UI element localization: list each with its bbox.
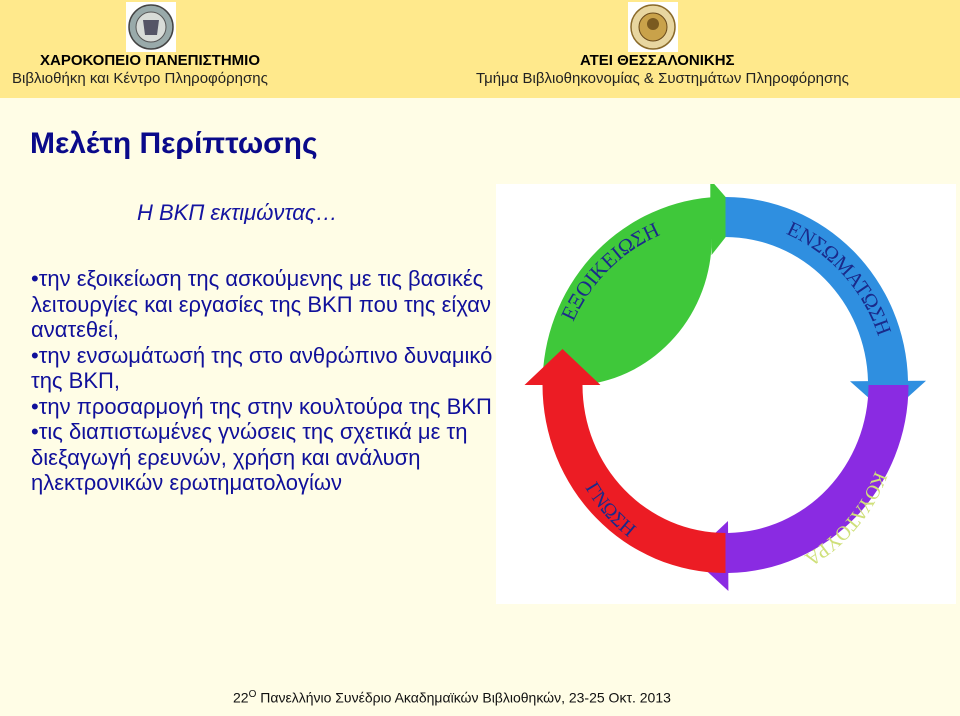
bullet-text: τις διαπιστωμένες γνώσεις της σχετικά με τη διεξαγωγή ερευνών, χρήση και ανάλυση ηλεκτρονικών ερωτηματολογίων (31, 419, 468, 495)
cycle-label: ΕΞΟΙΚΕΙΩΣΗ (556, 217, 664, 325)
cycle-diagram (496, 184, 956, 604)
bullet-item (31, 343, 501, 394)
slide-title: Μελέτη Περίπτωσης (30, 127, 318, 160)
cycle-diagram-svg (496, 184, 956, 604)
left-institution: ΧΑΡΟΚΟΠΕΙΟ ΠΑΝΕΠΙΣΤΗΜΙΟ (40, 52, 260, 69)
bullet-item (31, 266, 501, 343)
bullet-marker: • (31, 266, 39, 291)
bullet-text: την ενσωμάτωσή της στο ανθρώπινο δυναμικό της ΒΚΠ, (31, 342, 493, 393)
footer (233, 689, 671, 706)
bullet-text: την προσαρμογή της στην κουλτούρα της ΒΚΠ (38, 393, 492, 419)
footer-number: 22 (233, 689, 249, 706)
bullet-marker: • (31, 342, 39, 368)
bullet-item (31, 419, 501, 496)
header-banner (0, 0, 960, 98)
footer-text: Πανελλήνιο Συνέδριο Ακαδημαϊκών Βιβλιοθηκών, 23-25 Οκτ. 2013 (260, 689, 671, 706)
cycle-label: ΓΝΩΣΗ (580, 478, 640, 542)
cycle-arrow-blue (726, 197, 927, 415)
bullet-item (31, 394, 501, 420)
left-department: Βιβλιοθήκη και Κέντρο Πληροφόρησης (12, 70, 268, 87)
cycle-label: ΚΟΥΛΤΟΥΡΑ (800, 468, 892, 571)
bullet-marker: • (31, 393, 39, 419)
cycle-label: ΕΝΣΩΜΑΤΩΣΗ (783, 216, 897, 339)
atei-thessalonikis-logo-icon (628, 2, 678, 52)
slide-subtitle: Η ΒΚΠ εκτιμώντας… (137, 200, 338, 225)
footer-superscript: Ο (248, 689, 257, 700)
bullet-list (31, 266, 501, 496)
right-institution: ΑΤΕΙ ΘΕΣΣΑΛΟΝΙΚΗΣ (580, 52, 735, 69)
bullet-text: την εξοικείωση της ασκούμενης με τις βασικές λειτουργίες και εργασίες της ΒΚΠ που της είχαν ανατεθεί, (31, 266, 491, 342)
harokopio-logo-icon (126, 2, 176, 52)
right-department: Τμήμα Βιβλιοθηκονομίας & Συστημάτων Πληροφόρησης (476, 70, 849, 87)
bullet-marker: • (31, 419, 39, 444)
